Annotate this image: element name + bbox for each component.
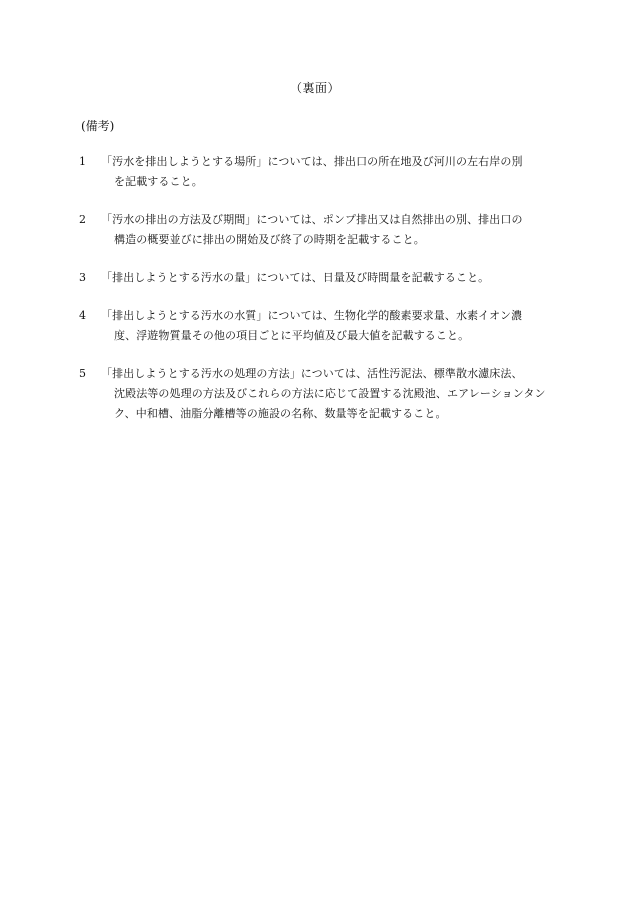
remark-item-3 <box>79 268 557 288</box>
remark-item-4 <box>79 306 557 346</box>
remarks-label: (備考) <box>81 119 115 133</box>
remark-item-5 <box>79 364 557 424</box>
remark-item-2 <box>79 210 557 250</box>
remark-text: 「排出しようとする汚水の処理の方法」については、活性汚泥法、標準散水濾床法、 沈殿法等の処理の方法及びこれらの方法に応じて設置する沈殿池、エアレーションタン ク、中和槽、油脂分離槽等の施設の名称、数量等を記載すること。 <box>101 367 546 420</box>
remark-number: 5 <box>79 367 86 380</box>
remarks-list <box>79 152 557 442</box>
remark-number: 4 <box>79 309 86 322</box>
remark-number: 2 <box>79 213 86 226</box>
remark-text: 「排出しようとする汚水の量」については、日量及び時間量を記載すること。 <box>101 271 490 284</box>
remark-text: 「汚水の排出の方法及び期間」については、ポンプ排出又は自然排出の別、排出口の 構造の概要並びに排出の開始及び終了の時期を記載すること。 <box>101 213 523 246</box>
remark-item-1 <box>79 152 557 192</box>
remark-text: 「汚水を排出しようとする場所」については、排出口の所在地及び河川の左右岸の別 を記載すること。 <box>101 155 523 188</box>
remark-number: 1 <box>79 155 86 168</box>
remark-number: 3 <box>79 271 86 284</box>
page-heading: （裏面） <box>289 81 340 95</box>
remark-text: 「排出しようとする汚水の水質」については、生物化学的酸素要求量、水素イオン濃 度、浮遊物質量その他の項目ごとに平均値及び最大値を記載すること。 <box>101 309 523 342</box>
